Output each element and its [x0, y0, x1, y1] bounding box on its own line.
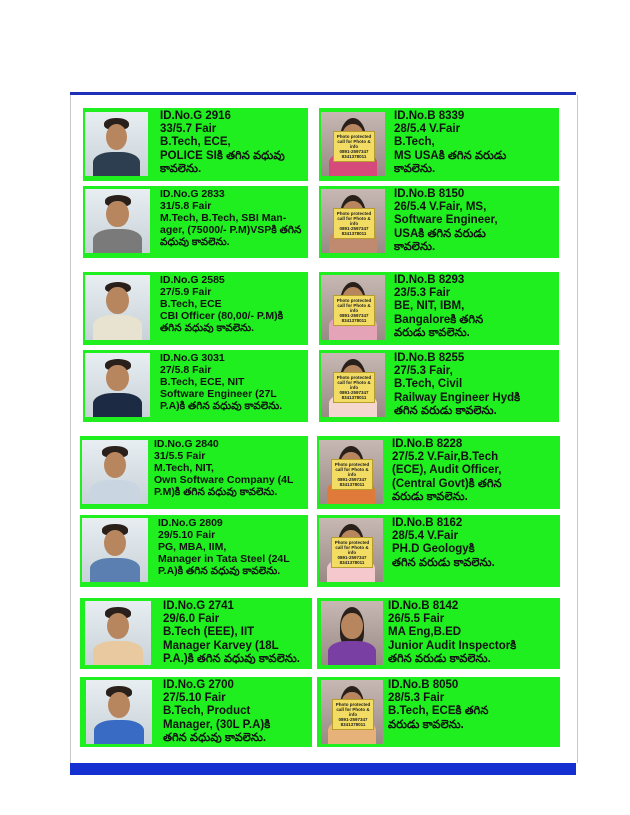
torso	[93, 393, 142, 417]
protect-text: call for Photo & info	[335, 467, 369, 478]
protect-text: 8341378011	[340, 722, 366, 728]
profile-line: 27/5.10 Fair	[163, 692, 226, 705]
profile-line: కావలెను.	[160, 162, 202, 175]
groom-photo	[85, 189, 150, 253]
groom-details	[163, 600, 300, 666]
groom-details	[154, 438, 293, 498]
protect-text: 0891-2597347	[339, 312, 369, 318]
protect-text: call for Photo & info	[335, 545, 369, 556]
face	[106, 287, 128, 314]
profile-line: 26/5.5 Fair	[388, 613, 445, 626]
profile-line: Software Engineer,	[394, 214, 498, 227]
bride-photo	[321, 275, 385, 340]
bride-photo	[319, 440, 383, 504]
photo-protected-tag	[331, 459, 374, 490]
profile-line: 28/5.4 V.Fair	[394, 123, 461, 136]
profile-id: ID.No.G 2700	[163, 679, 234, 691]
profile-id: ID.No.B 8142	[388, 600, 459, 612]
protect-text: 8341378011	[341, 231, 367, 237]
profile-line: వరుడు కావలెను.	[394, 326, 470, 339]
profile-line: (ECE), Audit Officer,	[392, 464, 502, 477]
profile-line: M.Tech, B.Tech, SBI Man-	[160, 212, 287, 224]
groom-photo	[85, 275, 150, 340]
bride-details	[388, 600, 516, 666]
bride-photo	[321, 189, 385, 253]
bride-photo	[321, 601, 383, 665]
profile-line: Bangaloreకి తగిన	[394, 313, 484, 326]
profile-id: ID.No.B 8293	[394, 274, 465, 286]
profile-line: కావలెను.	[394, 162, 436, 175]
profile-line: Software Engineer (27L	[160, 388, 277, 400]
profile-line: తగిన వరుడు కావలెను.	[394, 404, 497, 417]
profile-line: B.Tech, Civil	[394, 378, 463, 391]
groom-details	[163, 679, 270, 745]
photo-protected-tag	[331, 537, 374, 568]
profile-line: CBI Officer (80,00/- P.M)కి	[160, 310, 284, 322]
face	[106, 365, 128, 392]
profile-line: P.A.)కి తగిన వధువు కావలెను.	[163, 652, 300, 665]
profile-line: 23/5.3 Fair	[394, 287, 451, 300]
profile-line: తగిన వధువు కావలెను.	[160, 322, 255, 334]
face	[104, 530, 126, 557]
profile-line: B.Tech, ECEకి తగిన	[388, 705, 489, 718]
torso	[328, 641, 375, 665]
profile-id: ID.No.B 8228	[392, 438, 463, 450]
protect-text: 0891-2597347	[337, 555, 367, 561]
profile-line: 27/5.9 Fair	[160, 286, 212, 298]
profile-id: ID.No.B 8255	[394, 352, 465, 364]
protect-text: call for Photo & info	[337, 380, 371, 391]
profile-line: 28/5.4 V.Fair	[392, 530, 459, 543]
groom-details	[160, 110, 285, 176]
protect-text: 8341378011	[341, 395, 367, 401]
profile-line: B.Tech, ECE,	[160, 136, 231, 149]
bride-details	[392, 438, 502, 504]
protect-text: 0891-2597347	[337, 477, 367, 483]
profile-id: ID.No.G 2741	[163, 600, 234, 612]
profile-id: ID.No.G 2833	[160, 188, 225, 200]
face	[341, 613, 362, 640]
protect-text: Photo protected	[336, 134, 372, 140]
profile-line: 27/5.3 Fair,	[394, 365, 453, 378]
protect-text: 0891-2597347	[338, 717, 368, 723]
profile-line: B.Tech (EEE), IIT	[163, 626, 255, 639]
profile-line: Manager, (30L P.A)కి	[163, 718, 271, 731]
profile-line: M.Tech, NIT,	[154, 462, 214, 474]
photo-protected-tag	[333, 295, 376, 326]
torso	[94, 720, 144, 744]
bottom-bar	[70, 763, 576, 775]
groom-details	[158, 517, 290, 577]
profile-id: ID.No.G 2585	[160, 274, 225, 286]
bride-details	[392, 517, 495, 570]
profile-line: B.Tech,	[394, 136, 435, 149]
groom-photo	[85, 601, 151, 665]
bride-photo	[319, 518, 383, 582]
photo-protected-tag	[332, 699, 374, 730]
profile-line: 33/5.7 Fair	[160, 123, 217, 136]
profile-id: ID.No.B 8162	[392, 517, 463, 529]
bride-details	[394, 110, 506, 176]
profile-line: Manager in Tata Steel (24L	[158, 553, 290, 565]
profile-line: ager, (75000/- P.M)VSPకి తగిన	[160, 224, 302, 236]
profile-line: BE, NIT, IBM,	[394, 300, 465, 313]
profile-line: B.Tech, Product	[163, 705, 251, 718]
profile-id: ID.No.B 8339	[394, 110, 465, 122]
profile-line: PH.D Geologyకి	[392, 543, 475, 556]
groom-details	[160, 188, 301, 248]
profile-line: MA Eng,B.ED	[388, 626, 462, 639]
profile-line: వరుడు కావలెను.	[388, 718, 464, 731]
profile-id: ID.No.B 8150	[394, 188, 465, 200]
profile-line: 28/5.3 Fair	[388, 692, 445, 705]
profile-line: MS USAకి తగిన వరుడు	[394, 149, 507, 162]
protect-text: 8341378011	[339, 560, 365, 566]
protect-text: 8341378011	[341, 317, 367, 323]
torso	[93, 641, 143, 665]
profile-id: ID.No.G 2840	[154, 438, 219, 450]
profile-line: B.Tech, ECE, NIT	[160, 376, 245, 388]
protect-text: Photo protected	[336, 375, 372, 381]
profile-line: 31/5.8 Fair	[160, 200, 212, 212]
bride-details	[388, 679, 488, 732]
profile-line: వధువు కావలెను.	[160, 236, 230, 248]
profile-line: (Central Govt)కి తగిన	[392, 477, 502, 490]
protect-text: Photo protected	[334, 462, 370, 468]
groom-photo	[82, 518, 148, 582]
photo-protected-tag	[333, 208, 376, 239]
profile-line: POLICE SIకి తగిన వధువు	[160, 149, 285, 162]
profile-id: ID.No.G 2916	[160, 110, 231, 122]
protect-text: call for Photo & info	[337, 302, 371, 313]
groom-photo	[86, 680, 152, 744]
protect-text: Photo protected	[334, 540, 370, 546]
photo-protected-tag	[333, 131, 376, 162]
profile-line: B.Tech, ECE	[160, 298, 222, 310]
face	[106, 124, 127, 151]
protect-text: 8341378011	[339, 482, 365, 488]
profile-line: Manager Karvey (18L	[163, 639, 279, 652]
groom-photo	[85, 353, 150, 417]
face	[108, 692, 130, 719]
face	[107, 613, 129, 640]
torso	[93, 152, 141, 176]
protect-text: call for Photo & info	[337, 216, 371, 227]
groom-photo	[82, 440, 148, 504]
profile-line: 29/6.0 Fair	[163, 613, 220, 626]
profile-line: తగిన వరుడు కావలెను.	[388, 652, 491, 665]
torso	[93, 315, 142, 340]
profile-line: 27/5.2 V.Fair,B.Tech	[392, 451, 499, 464]
profile-line: PG, MBA, IIM,	[158, 541, 227, 553]
groom-photo	[85, 112, 148, 176]
profile-id: ID.No.B 8050	[388, 679, 459, 691]
profile-line: 31/5.5 Fair	[154, 450, 206, 462]
torso	[90, 480, 140, 504]
profile-line: తగిన వరుడు కావలెను.	[392, 556, 495, 569]
bride-photo	[321, 353, 385, 417]
profile-line: Own Software Company (4L	[154, 474, 294, 486]
protect-text: call for Photo & info	[337, 139, 371, 150]
protect-text: Photo protected	[335, 702, 371, 708]
photo-protected-tag	[333, 372, 376, 403]
protect-text: call for Photo & info	[336, 707, 370, 718]
groom-details	[160, 274, 283, 334]
profile-line: 27/5.8 Fair	[160, 364, 212, 376]
face	[106, 201, 128, 228]
bride-details	[394, 274, 483, 340]
profile-id: ID.No.G 3031	[160, 352, 225, 364]
profile-line: తగిన వధువు కావలెను.	[163, 731, 267, 744]
protect-text: 0891-2597347	[339, 226, 369, 232]
bride-details	[394, 352, 520, 418]
profile-line: P.M)కి తగిన వధువు కావలెను.	[154, 486, 278, 498]
profile-line: 26/5.4 V.Fair, MS,	[394, 201, 487, 214]
profile-line: కావలెను.	[394, 240, 436, 253]
groom-details	[160, 352, 282, 412]
profile-line: P.A)కి తగిన వధువు కావలెను.	[158, 565, 281, 577]
protect-text: Photo protected	[336, 297, 372, 303]
profile-line: వరుడు కావలెను.	[392, 490, 468, 503]
torso	[90, 558, 140, 582]
bride-photo	[321, 680, 383, 744]
profile-line: P.A)కి తగిన వధువు కావలెను.	[160, 400, 283, 412]
profile-id: ID.No.G 2809	[158, 517, 223, 529]
protect-text: 8341378011	[341, 154, 367, 160]
profile-line: 29/5.10 Fair	[158, 529, 216, 541]
protect-text: Photo protected	[336, 211, 372, 217]
profile-line: Junior Audit Inspectorకి	[388, 639, 517, 652]
bride-photo	[321, 112, 385, 176]
protect-text: 0891-2597347	[339, 390, 369, 396]
face	[104, 452, 126, 479]
torso	[93, 229, 142, 253]
bride-details	[394, 188, 498, 254]
profile-line: Railway Engineer Hydకి	[394, 391, 521, 404]
protect-text: 0891-2597347	[339, 149, 369, 155]
profile-line: USAకి తగిన వరుడు	[394, 227, 486, 240]
